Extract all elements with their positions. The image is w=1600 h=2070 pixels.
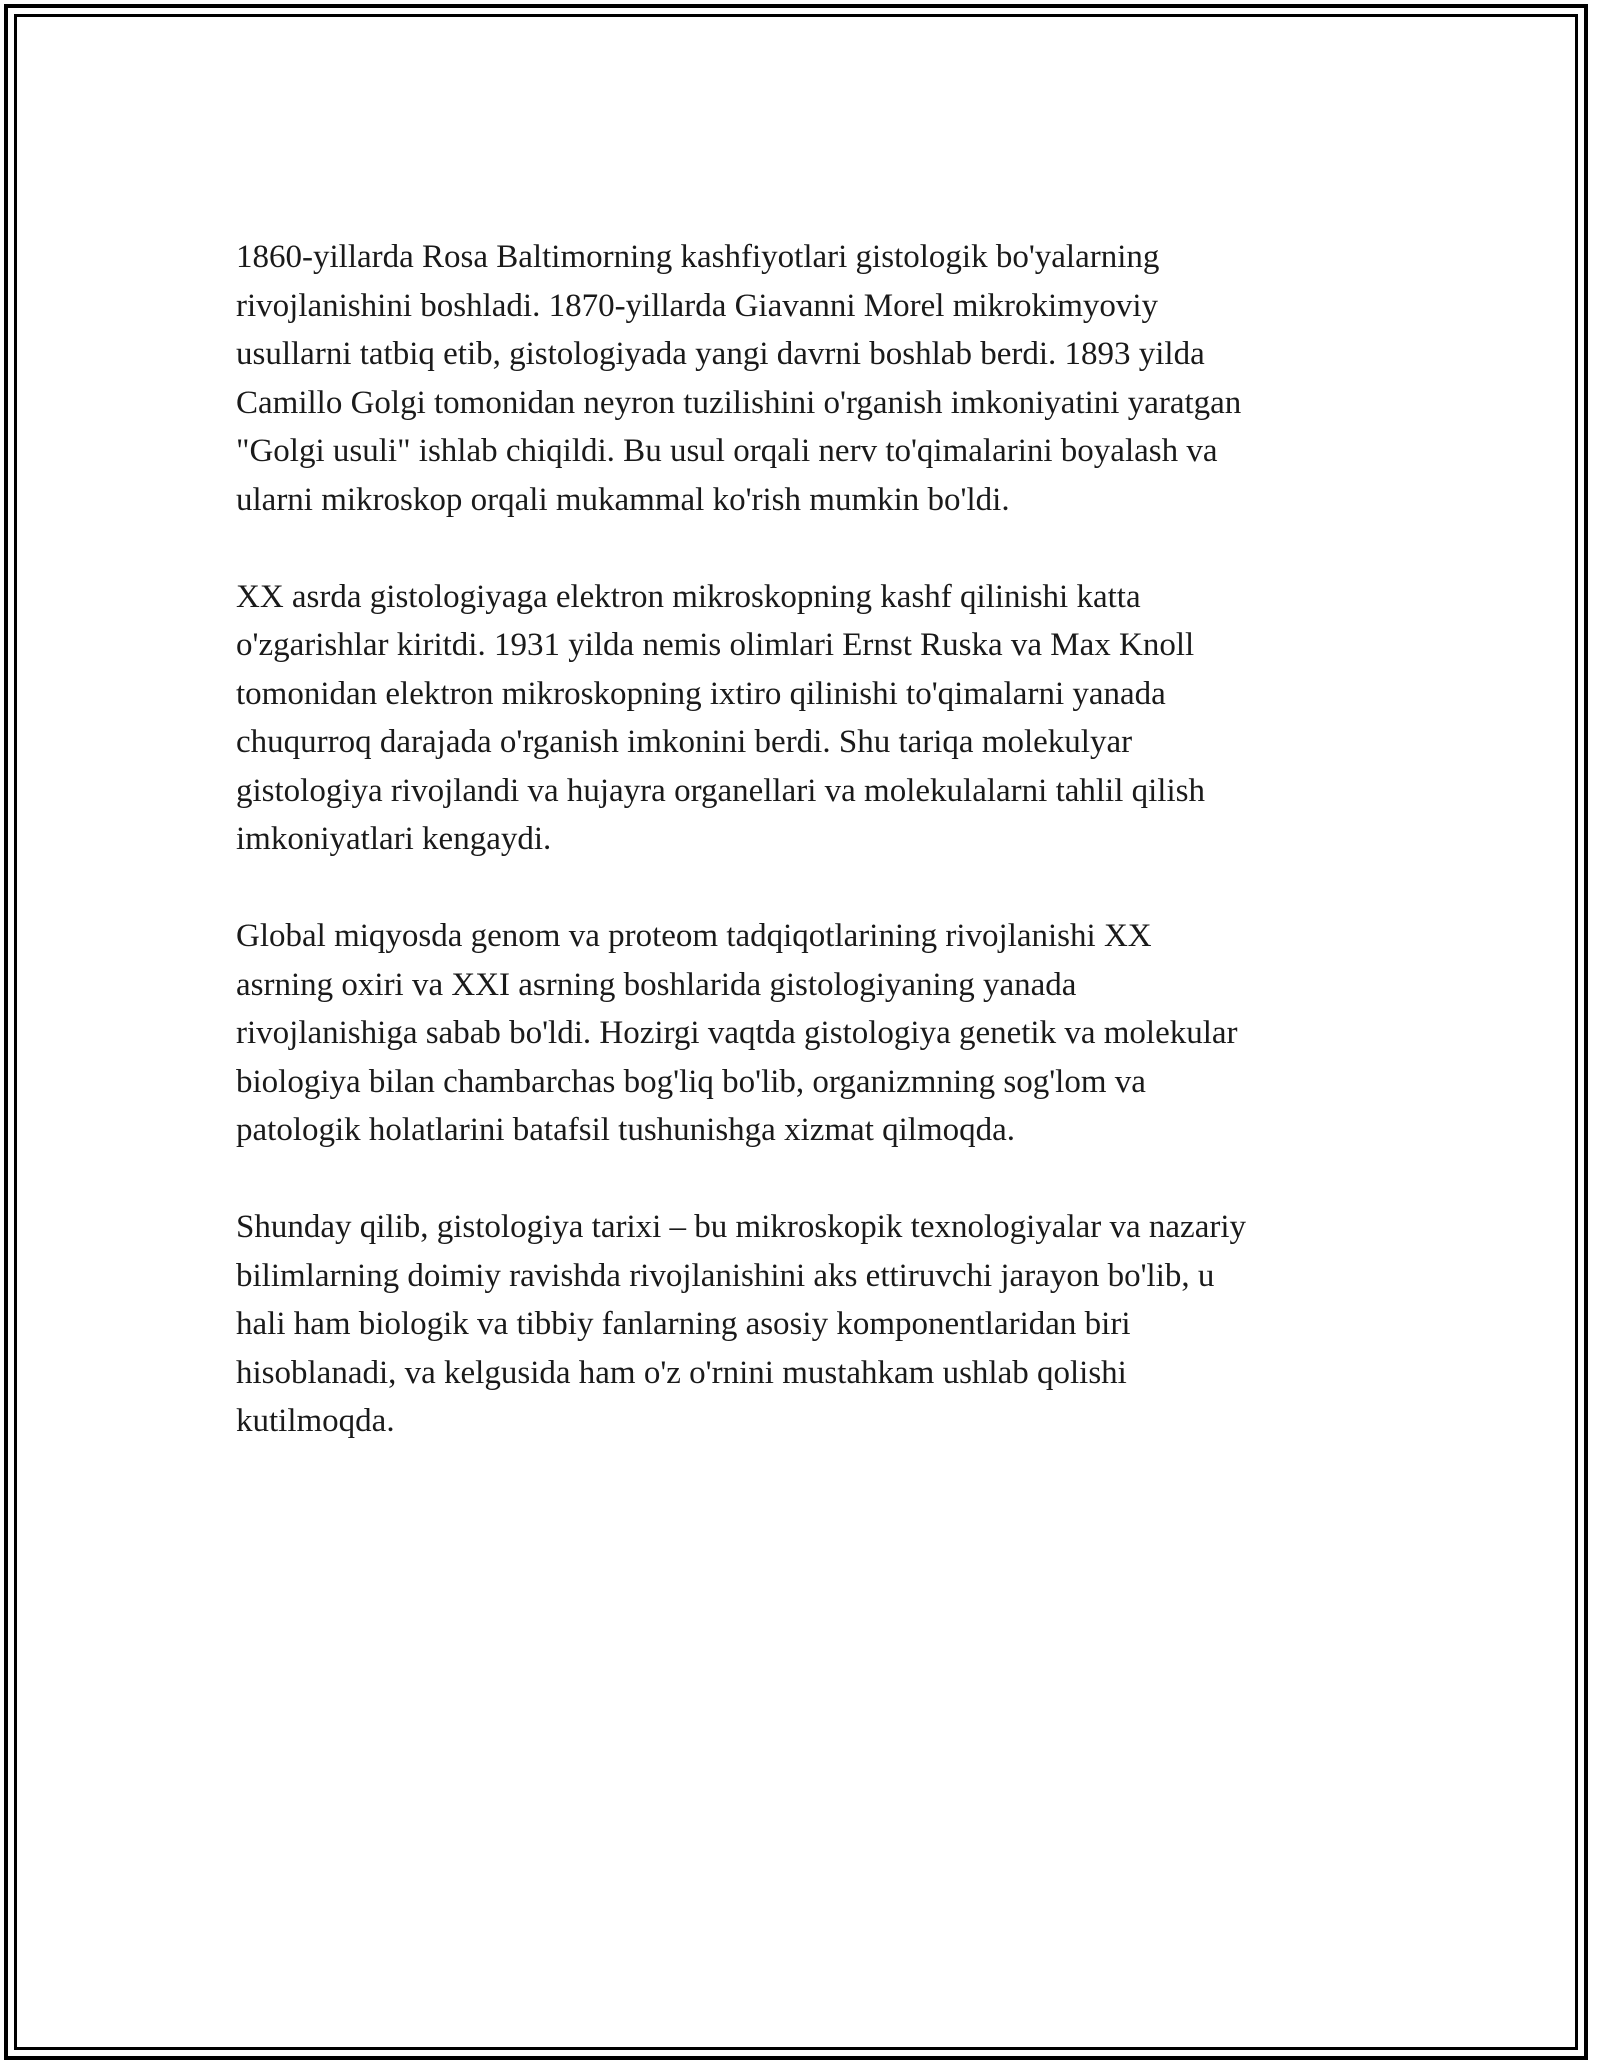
text-line: gistologiya rivojlandi va hujayra organellari va molekulalarni tahlil qilish <box>236 772 1205 809</box>
document-body <box>236 233 1376 1494</box>
text-line: biologiya bilan chambarchas bog'liq bo'lib, organizmning sog'lom va <box>236 1063 1146 1100</box>
paragraph-2 <box>236 573 1376 864</box>
paragraph-4 <box>236 1203 1376 1446</box>
text-line: imkoniyatlari kengaydi. <box>236 821 552 857</box>
text-line: usullarni tatbiq etib, gistologiyada yangi davrni boshlab berdi. 1893 yilda <box>236 336 1205 372</box>
text-line: bilimlarning doimiy ravishda rivojlanishini aks ettiruvchi jarayon bo'lib, u <box>236 1257 1215 1294</box>
text-line: hisoblanadi, va kelgusida ham o'z o'rnini mustahkam ushlab qolishi <box>236 1354 1127 1391</box>
text-line: tomonidan elektron mikroskopning ixtiro qilinishi to'qimalarni yanada <box>236 675 1166 712</box>
text-line: patologik holatlarini batafsil tushunishga xizmat qilmoqda. <box>236 1112 1016 1148</box>
text-line: 1860-yillarda Rosa Baltimorning kashfiyotlari gistologik bo'yalarning <box>236 239 1160 275</box>
text-line: chuqurroq darajada o'rganish imkonini berdi. Shu tariqa molekulyar <box>236 724 1133 760</box>
text-line: "Golgi usuli" ishlab chiqildi. Bu usul orqali nerv to'qimalarini boyalash va <box>236 433 1218 469</box>
text-line: kutilmoqda. <box>236 1403 395 1439</box>
text-line: Global miqyosda genom va proteom tadqiqotlarining rivojlanishi XX <box>236 918 1152 954</box>
paragraph-1 <box>236 233 1376 524</box>
text-line: Shunday qilib, gistologiya tarixi – bu mikroskopik texnologiyalar va nazariy <box>236 1209 1246 1245</box>
text-line: XX asrda gistologiyaga elektron mikroskopning kashf qilinishi katta <box>236 578 1141 615</box>
text-line: Camillo Golgi tomonidan neyron tuzilishini o'rganish imkoniyatini yaratgan <box>236 384 1242 421</box>
text-line: rivojlanishiga sabab bo'ldi. Hozirgi vaqtda gistologiya genetik va molekular <box>236 1015 1238 1051</box>
text-line: rivojlanishini boshladi. 1870-yillarda Giavanni Morel mikrokimyoviy <box>236 287 1159 324</box>
text-line: ularni mikroskop orqali mukammal ko'rish mumkin bo'ldi. <box>236 481 1010 518</box>
text-line: o'zgarishlar kiritdi. 1931 yilda nemis olimlari Ernst Ruska va Max Knoll <box>236 627 1195 663</box>
text-line: asrning oxiri va XXI asrning boshlarida gistologiyaning yanada <box>236 966 1077 1003</box>
text-line: hali ham biologik va tibbiy fanlarning asosiy komponentlaridan biri <box>236 1306 1131 1342</box>
paragraph-3 <box>236 912 1376 1155</box>
